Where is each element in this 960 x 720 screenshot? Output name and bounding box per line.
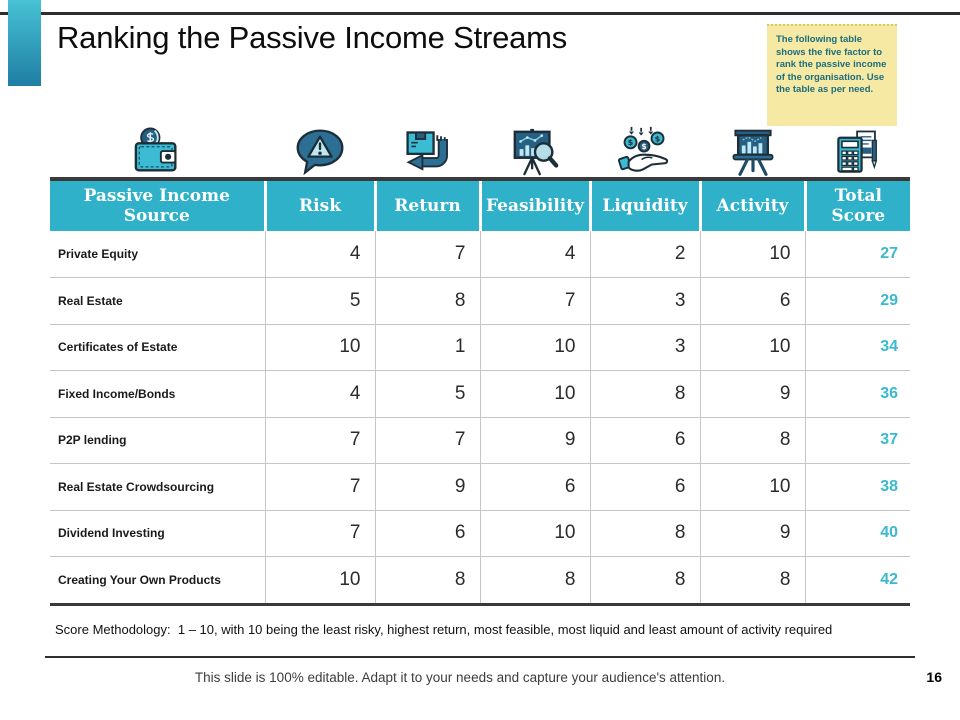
column-header-return: Return <box>375 181 480 231</box>
column-header-total-score: Total Score <box>805 181 910 231</box>
feasibility-value: 6 <box>480 464 590 511</box>
total-score-value: 38 <box>805 464 910 511</box>
feasibility-value: 10 <box>480 510 590 557</box>
icon-cell-liquidity <box>590 120 700 177</box>
table-row <box>50 417 910 464</box>
table-row <box>50 278 910 325</box>
icon-cell-feasibility <box>480 120 590 177</box>
return-value: 6 <box>375 510 480 557</box>
liquidity-value: 8 <box>590 557 700 604</box>
top-divider-line <box>0 12 960 15</box>
liquidity-value: 8 <box>590 371 700 418</box>
total-score-value: 42 <box>805 557 910 604</box>
svg-text:$: $ <box>627 137 634 148</box>
risk-value: 7 <box>265 417 375 464</box>
svg-text:$: $ <box>654 133 661 144</box>
return-value: 8 <box>375 557 480 604</box>
column-header-risk: Risk <box>265 181 375 231</box>
column-header-source: Passive Income Source <box>50 181 265 231</box>
liquidity-value: 6 <box>590 464 700 511</box>
liquidity-value: 6 <box>590 417 700 464</box>
table-row <box>50 371 910 418</box>
score-methodology-text: Score Methodology: 1 – 10, with 10 being the least risky, highest return, most feasible, most liquid and least amount of activity required <box>55 622 833 637</box>
activity-value: 9 <box>700 510 805 557</box>
activity-value: 8 <box>700 417 805 464</box>
feasibility-value: 10 <box>480 371 590 418</box>
total-score-value: 36 <box>805 371 910 418</box>
row-label: Certificates of Estate <box>50 324 265 371</box>
liquidity-value: 3 <box>590 324 700 371</box>
return-value: 7 <box>375 417 480 464</box>
icon-cell-risk <box>265 120 375 177</box>
feasibility-value: 4 <box>480 231 590 278</box>
row-label: Dividend Investing <box>50 510 265 557</box>
icon-cell-total-score <box>805 120 910 177</box>
column-header-liquidity: Liquidity <box>590 181 700 231</box>
row-label: Creating Your Own Products <box>50 557 265 604</box>
return-box-arrow-icon <box>402 127 454 177</box>
feasibility-value: 8 <box>480 557 590 604</box>
risk-value: 4 <box>265 371 375 418</box>
return-value: 5 <box>375 371 480 418</box>
table-row <box>50 557 910 604</box>
total-score-value: 34 <box>805 324 910 371</box>
risk-value: 7 <box>265 510 375 557</box>
table-header-row <box>50 181 910 231</box>
column-header-activity: Activity <box>700 181 805 231</box>
total-score-value: 40 <box>805 510 910 557</box>
row-label: P2P lending <box>50 417 265 464</box>
page-title: Ranking the Passive Income Streams <box>57 20 568 55</box>
risk-value: 5 <box>265 278 375 325</box>
total-score-calculator-icon <box>833 127 883 177</box>
feasibility-value: 7 <box>480 278 590 325</box>
ranking-table <box>50 181 910 603</box>
activity-value: 6 <box>700 278 805 325</box>
total-score-value: 37 <box>805 417 910 464</box>
return-value: 1 <box>375 324 480 371</box>
icon-cell-return <box>375 120 480 177</box>
risk-value: 7 <box>265 464 375 511</box>
icon-cell-source <box>50 120 265 177</box>
activity-value: 8 <box>700 557 805 604</box>
risk-speech-bubble-icon <box>294 127 346 177</box>
footer-divider-line <box>45 656 915 658</box>
liquidity-value: 2 <box>590 231 700 278</box>
liquidity-hand-coins-icon <box>618 125 672 177</box>
activity-value: 9 <box>700 371 805 418</box>
risk-value: 10 <box>265 557 375 604</box>
feasibility-analysis-icon <box>508 127 562 177</box>
liquidity-value: 3 <box>590 278 700 325</box>
table-row <box>50 231 910 278</box>
feasibility-value: 9 <box>480 417 590 464</box>
row-label: Fixed Income/Bonds <box>50 371 265 418</box>
icon-cell-activity <box>700 120 805 177</box>
total-score-value: 27 <box>805 231 910 278</box>
risk-value: 4 <box>265 231 375 278</box>
activity-value: 10 <box>700 231 805 278</box>
risk-value: 10 <box>265 324 375 371</box>
activity-presentation-icon <box>727 127 779 177</box>
table-row <box>50 510 910 557</box>
return-value: 8 <box>375 278 480 325</box>
table-row <box>50 464 910 511</box>
page-number: 16 <box>926 669 942 685</box>
column-header-feasibility: Feasibility <box>480 181 590 231</box>
return-value: 7 <box>375 231 480 278</box>
note-box <box>767 24 897 126</box>
activity-value: 10 <box>700 324 805 371</box>
total-score-value: 29 <box>805 278 910 325</box>
footer-text: This slide is 100% editable. Adapt it to your needs and capture your audience's attention. <box>194 670 726 685</box>
row-label: Private Equity <box>50 231 265 278</box>
table-bottom-rule <box>50 603 910 606</box>
note-text: The following table shows the five factor to rank the passive income of the organisation. Use the table as per need. <box>776 34 887 96</box>
table-row <box>50 324 910 371</box>
liquidity-value: 8 <box>590 510 700 557</box>
accent-bar <box>8 0 41 86</box>
feasibility-value: 10 <box>480 324 590 371</box>
return-value: 9 <box>375 464 480 511</box>
row-label: Real Estate Crowdsourcing <box>50 464 265 511</box>
svg-text:$: $ <box>641 142 647 152</box>
wallet-coin-icon <box>131 127 185 177</box>
column-icons-row <box>50 120 910 177</box>
activity-value: 10 <box>700 464 805 511</box>
row-label: Real Estate <box>50 278 265 325</box>
